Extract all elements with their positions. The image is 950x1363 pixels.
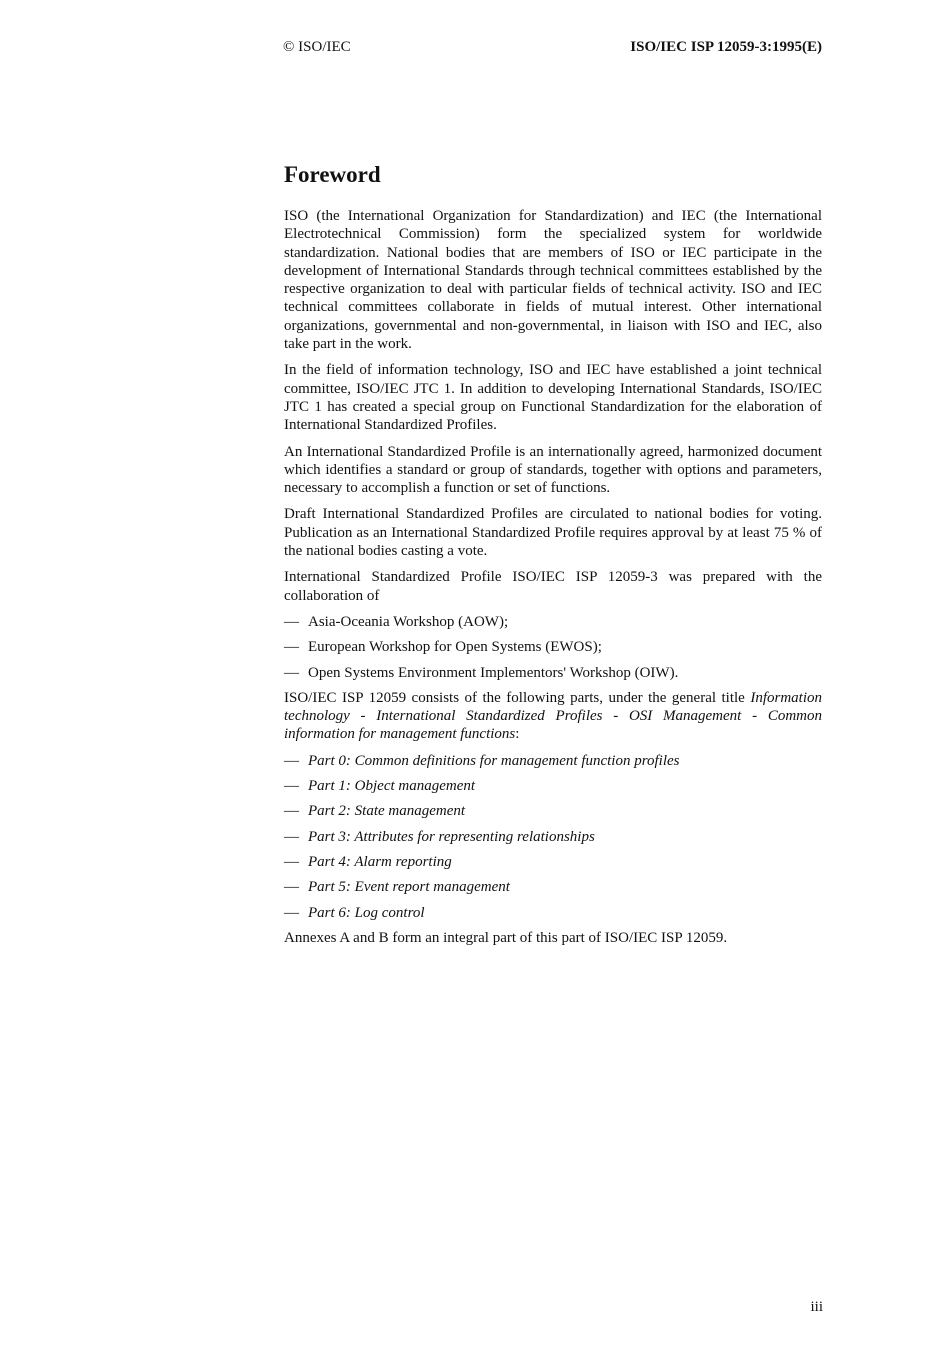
list-item <box>284 904 822 922</box>
dash-bullet: — <box>284 664 299 681</box>
collaborators-list <box>284 613 822 682</box>
part-title: Part 3: Attributes for representing relationships <box>308 828 595 845</box>
general-title: Information technology - International Standardized Profiles - OSI Management - Common information for management functions <box>284 689 822 743</box>
page-number: iii <box>810 1299 823 1315</box>
list-item-text: European Workshop for Open Systems (EWOS); <box>308 639 602 656</box>
dash-bullet: — <box>284 904 299 921</box>
paragraph: In the field of information technology, ISO and IEC have established a joint technical committee, ISO/IEC JTC 1. In addition to developing International Standards, ISO/IEC JTC 1 has created a special group on Functional Standardization for the elaboration of International Standardized Profiles. <box>284 362 822 434</box>
paragraph: An International Standardized Profile is an internationally agreed, harmonized document which identifies a standard or group of standards, together with options and parameters, necessary to accomplish a function or set of functions. <box>284 443 822 497</box>
part-title: Part 4: Alarm reporting <box>308 853 452 870</box>
header-copyright: © ISO/IEC <box>283 39 351 55</box>
list-item-text: Open Systems Environment Implementors' Workshop (OIW). <box>308 664 679 681</box>
dash-bullet: — <box>284 752 299 769</box>
list-item <box>284 638 822 656</box>
part-title: Part 0: Common definitions for management function profiles <box>308 752 680 769</box>
paragraph: ISO (the International Organization for Standardization) and IEC (the International Electrotechnical Commission) form the specialized system for worldwide standardization. National bodies that are members of ISO or IEC participate in the development of International Standards through technical committees established by the respective organization to deal with particular fields of technical activity. ISO and IEC technical committees collaborate in fields of mutual interest. Other international organizations, governmental and non-governmental, in liaison with ISO and IEC, also take part in the work. <box>284 208 822 353</box>
page-title: Foreword <box>284 162 381 187</box>
list-item <box>284 752 822 770</box>
paragraph: Draft International Standardized Profiles are circulated to national bodies for voting. Publication as an International Standardized Profile requires approval by at least 75 % of the national bodies casting a vote. <box>284 506 822 560</box>
parts-list <box>284 752 822 922</box>
foreword-section <box>284 160 822 947</box>
dash-bullet: — <box>284 778 299 795</box>
dash-bullet: — <box>284 853 299 870</box>
paragraph: International Standardized Profile ISO/IEC ISP 12059-3 was prepared with the collaboration of <box>284 569 822 604</box>
list-item <box>284 777 822 795</box>
general-title-suffix: : <box>515 726 520 743</box>
parts-intro-text: ISO/IEC ISP 12059 consists of the following parts, under the general title <box>284 689 745 706</box>
part-title: Part 1: Object management <box>308 778 476 795</box>
part-title: Part 6: Log control <box>308 904 425 921</box>
parts-intro-paragraph <box>284 689 822 744</box>
dash-bullet: — <box>284 613 299 630</box>
list-item <box>284 853 822 871</box>
list-item <box>284 802 822 820</box>
header-document-id: ISO/IEC ISP 12059-3:1995(E) <box>630 39 822 55</box>
dash-bullet: — <box>284 879 299 896</box>
part-title: Part 2: State management <box>308 803 466 820</box>
part-title: Part 5: Event report management <box>308 879 510 896</box>
list-item <box>284 828 822 846</box>
list-item <box>284 878 822 896</box>
closing-paragraph: Annexes A and B form an integral part of this part of ISO/IEC ISP 12059. <box>284 929 728 946</box>
dash-bullet: — <box>284 639 299 656</box>
dash-bullet: — <box>284 828 299 845</box>
list-item <box>284 664 822 682</box>
list-item <box>284 613 822 631</box>
list-item-text: Asia-Oceania Workshop (AOW); <box>308 613 509 630</box>
dash-bullet: — <box>284 803 299 820</box>
